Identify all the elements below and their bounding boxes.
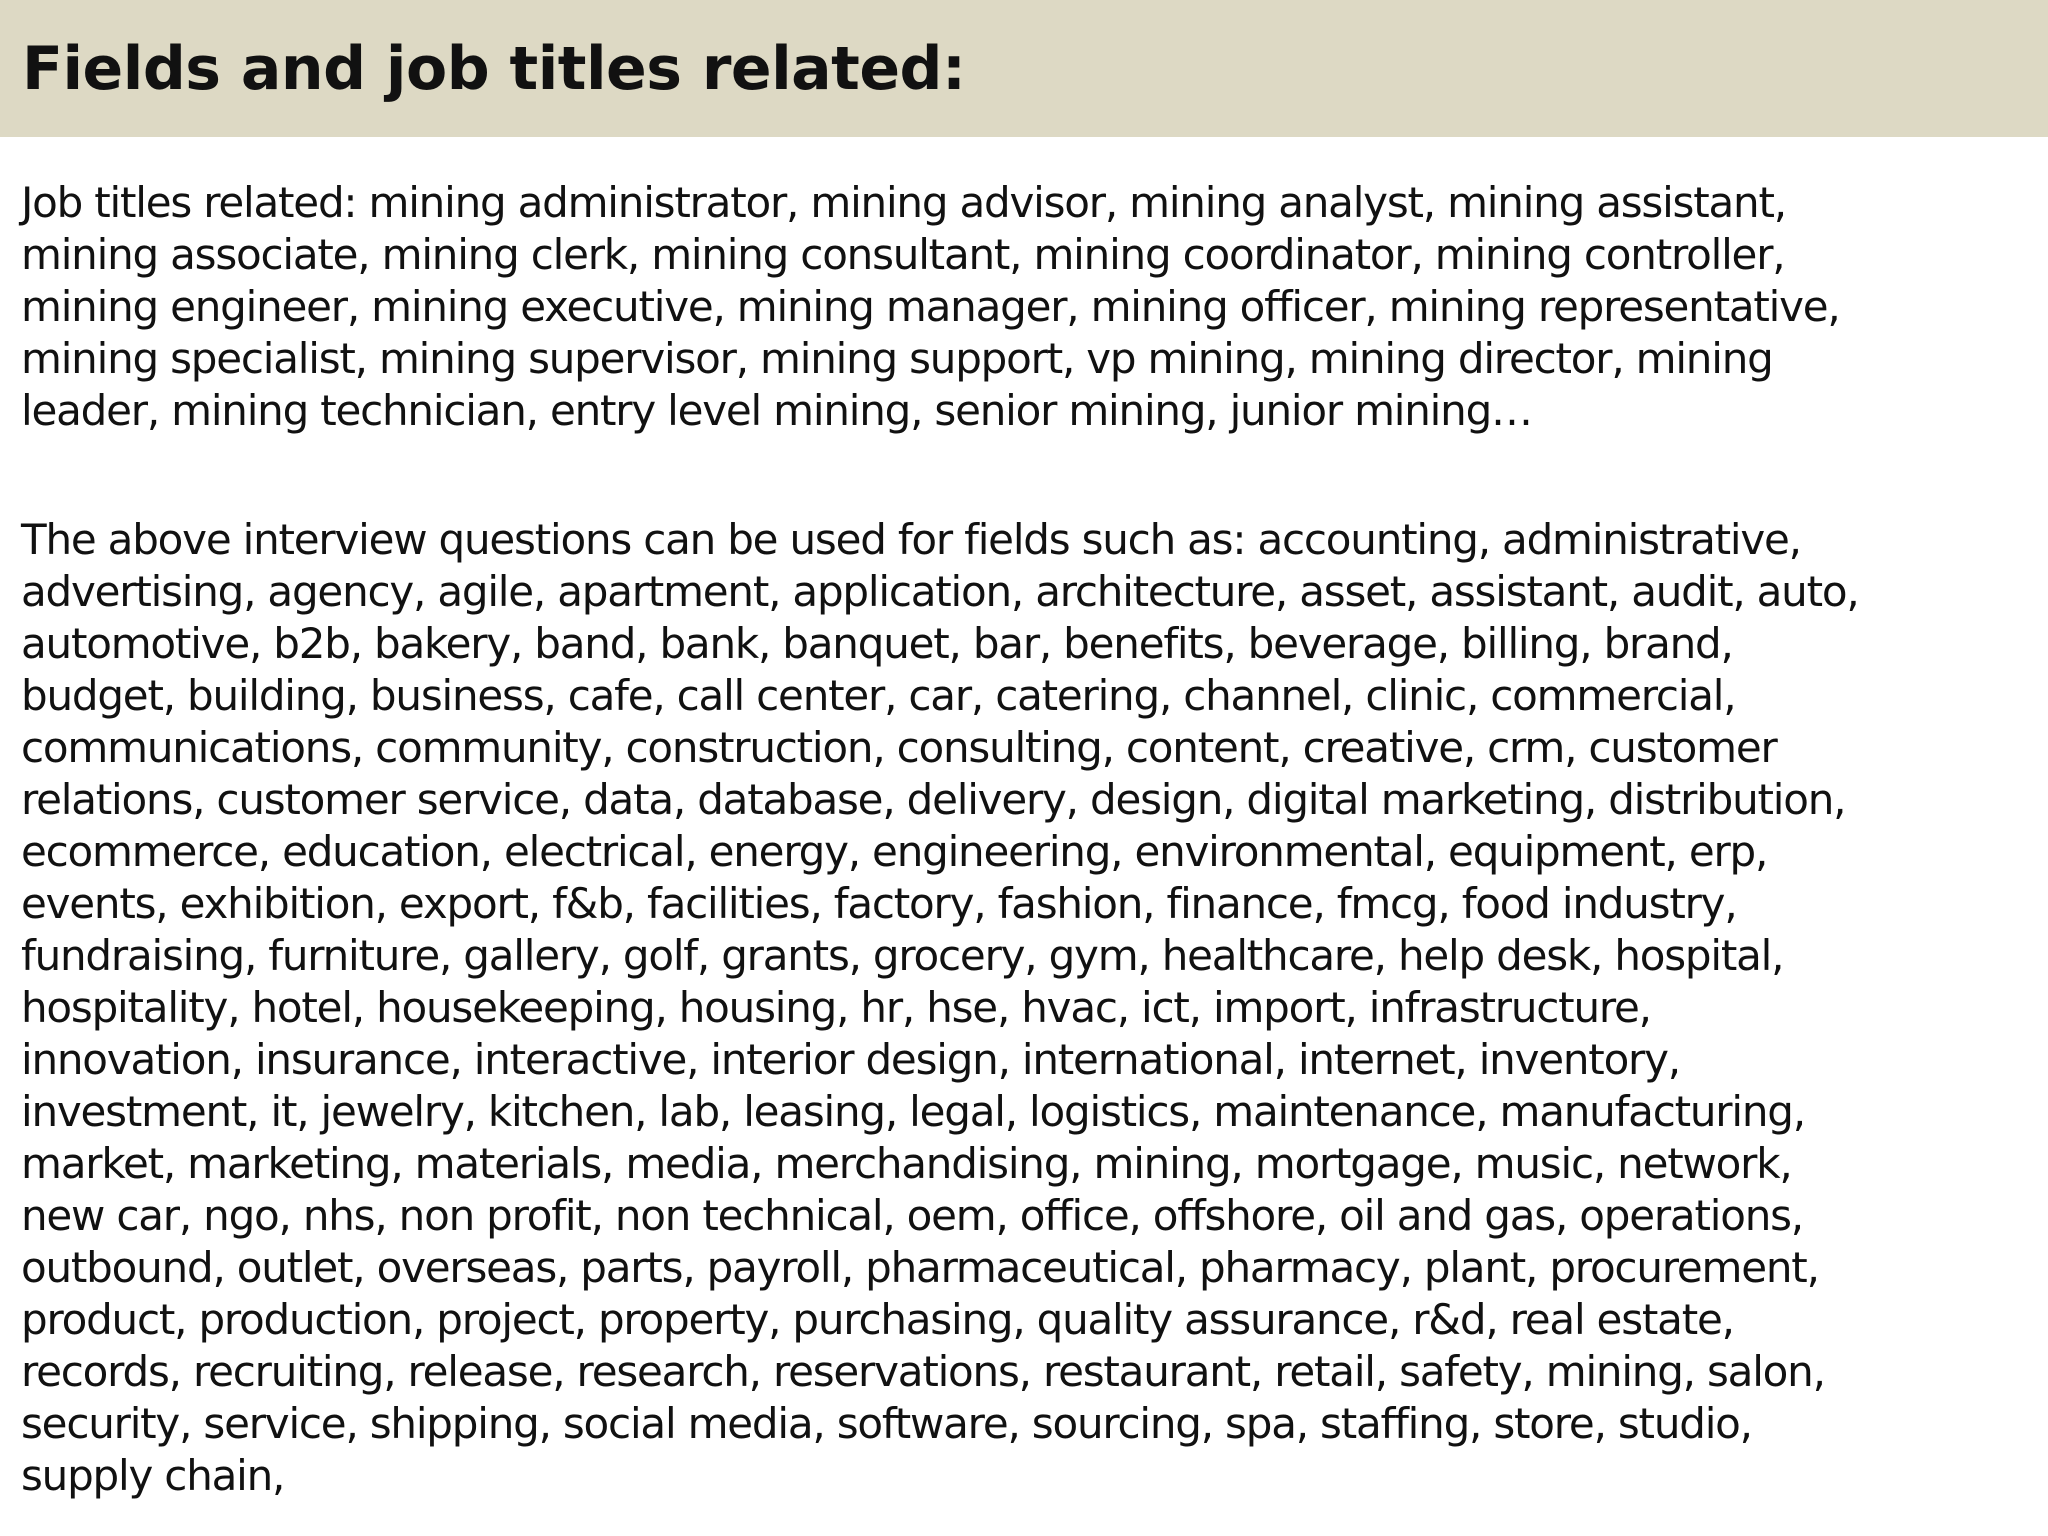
- fields-line: product, production, project, property, purchasing, quality assurance, r&d, real estate,: [21, 1295, 1734, 1344]
- title-bar: [0, 0, 2048, 137]
- fields-line: budget, building, business, cafe, call center, car, catering, channel, clinic, commercial,: [21, 671, 1736, 720]
- fields-line: innovation, insurance, interactive, interior design, international, internet, inventory,: [21, 1035, 1680, 1084]
- slide-title: Fields and job titles related:: [22, 34, 966, 104]
- job-titles-line: mining associate, mining clerk, mining consultant, mining coordinator, mining controller,: [21, 230, 1785, 279]
- fields-line: security, service, shipping, social media, software, sourcing, spa, staffing, store, studio,: [21, 1399, 1752, 1448]
- fields-line: automotive, b2b, bakery, band, bank, banquet, bar, benefits, beverage, billing, brand,: [21, 619, 1733, 668]
- fields-line: The above interview questions can be used for fields such as: accounting, administrative,: [21, 515, 1801, 564]
- fields-line: investment, it, jewelry, kitchen, lab, leasing, legal, logistics, maintenance, manufacturing,: [21, 1087, 1805, 1136]
- fields-line: supply chain,: [21, 1451, 285, 1500]
- fields-line: relations, customer service, data, database, delivery, design, digital marketing, distribution,: [21, 775, 1846, 824]
- job-titles-line: Job titles related: mining administrator, mining advisor, mining analyst, mining assistant,: [21, 178, 1786, 227]
- job-titles-paragraph: [21, 177, 1840, 437]
- job-titles-line: mining engineer, mining executive, mining manager, mining officer, mining representative,: [21, 282, 1840, 331]
- fields-line: records, recruiting, release, research, reservations, restaurant, retail, safety, mining, salon,: [21, 1347, 1825, 1396]
- fields-line: outbound, outlet, overseas, parts, payroll, pharmaceutical, pharmacy, plant, procurement,: [21, 1243, 1819, 1292]
- fields-line: new car, ngo, nhs, non profit, non technical, oem, office, offshore, oil and gas, operations,: [21, 1191, 1803, 1240]
- fields-line: hospitality, hotel, housekeeping, housing, hr, hse, hvac, ict, import, infrastructure,: [21, 983, 1651, 1032]
- fields-line: ecommerce, education, electrical, energy, engineering, environmental, equipment, erp,: [21, 827, 1768, 876]
- fields-line: events, exhibition, export, f&b, facilities, factory, fashion, finance, fmcg, food industry,: [21, 879, 1737, 928]
- fields-line: communications, community, construction, consulting, content, creative, crm, customer: [21, 723, 1777, 772]
- fields-line: fundraising, furniture, gallery, golf, grants, grocery, gym, healthcare, help desk, hospital,: [21, 931, 1784, 980]
- fields-paragraph: [21, 514, 1859, 1502]
- job-titles-line: leader, mining technician, entry level mining, senior mining, junior mining…: [21, 386, 1532, 435]
- fields-line: market, marketing, materials, media, merchandising, mining, mortgage, music, network,: [21, 1139, 1792, 1188]
- fields-line: advertising, agency, agile, apartment, application, architecture, asset, assistant, audit, auto,: [21, 567, 1859, 616]
- job-titles-line: mining specialist, mining supervisor, mining support, vp mining, mining director, mining: [21, 334, 1773, 383]
